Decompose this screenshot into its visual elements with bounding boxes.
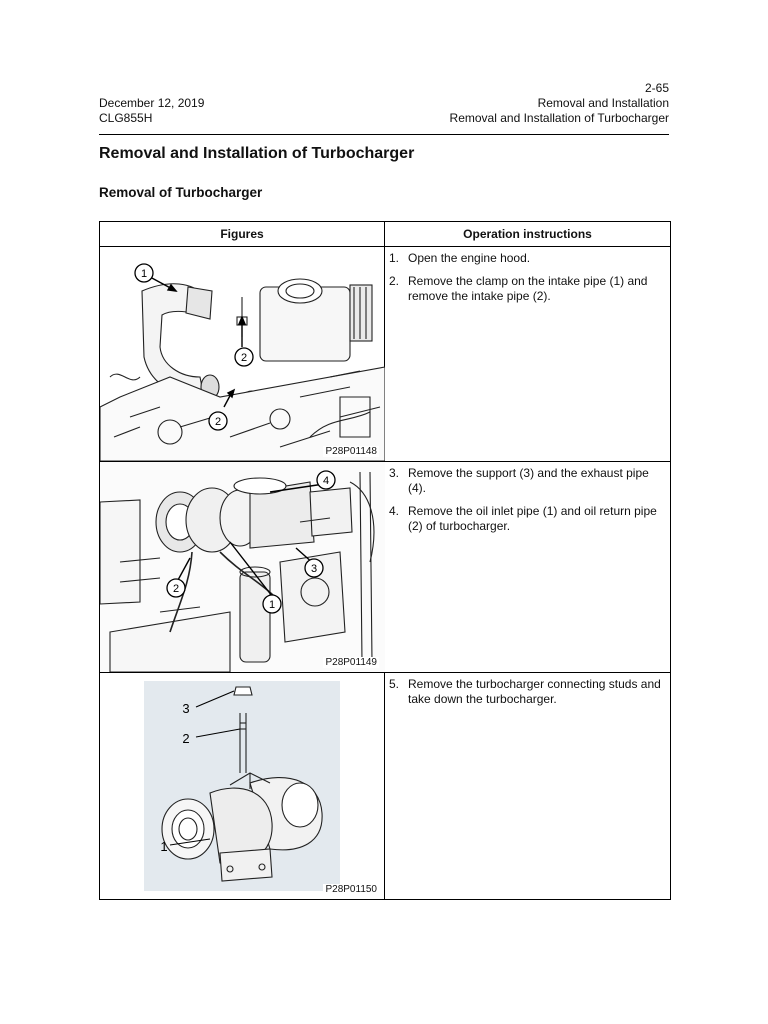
header-page-number: 2-65 bbox=[644, 81, 669, 95]
step-list bbox=[385, 677, 670, 707]
header-divider bbox=[99, 134, 669, 135]
step-number: 3. bbox=[389, 466, 400, 480]
turbocharger-pipes-illustration bbox=[100, 462, 385, 672]
step-number: 5. bbox=[389, 677, 400, 691]
header-topic: Removal and Installation of Turbocharger bbox=[449, 111, 669, 125]
step-item bbox=[389, 504, 662, 534]
callout-2 bbox=[235, 348, 253, 366]
callout-label: 3 bbox=[310, 563, 318, 575]
step-number: 4. bbox=[389, 504, 400, 518]
callout-1-label: 1 bbox=[160, 839, 168, 854]
callout-1 bbox=[135, 264, 153, 282]
header-model: CLG855H bbox=[99, 111, 153, 125]
figure-turbocharger bbox=[100, 673, 385, 899]
table-row bbox=[100, 673, 671, 900]
figure-turbo-pipes bbox=[100, 462, 385, 672]
step-item bbox=[389, 466, 662, 496]
instruction-cell bbox=[385, 247, 671, 462]
figure-cell bbox=[100, 462, 385, 673]
callout-3-label: 3 bbox=[182, 701, 190, 716]
header-section: Removal and Installation bbox=[537, 96, 669, 110]
step-number: 2. bbox=[389, 274, 400, 288]
page-header-right bbox=[450, 81, 669, 126]
callout-2b bbox=[209, 412, 227, 430]
figure-cell bbox=[100, 673, 385, 900]
callout-label: 1 bbox=[140, 268, 148, 280]
intake-pipe-illustration bbox=[100, 247, 385, 461]
callout-2-label: 2 bbox=[182, 731, 190, 746]
step-number: 1. bbox=[389, 251, 400, 265]
step-item bbox=[389, 677, 662, 707]
page-header-left bbox=[99, 96, 204, 126]
figure-cell bbox=[100, 247, 385, 462]
callout-2 bbox=[167, 579, 185, 597]
step-text: Open the engine hood. bbox=[408, 251, 531, 265]
header-date: December 12, 2019 bbox=[99, 96, 205, 110]
callout-label: 2 bbox=[214, 416, 222, 428]
instruction-cell bbox=[385, 673, 671, 900]
step-text: Remove the clamp on the intake pipe (1) and remove the intake pipe (2). bbox=[408, 274, 648, 303]
callout-3 bbox=[305, 559, 323, 577]
procedure-table bbox=[99, 221, 671, 900]
step-text: Remove the support (3) and the exhaust pipe (4). bbox=[408, 466, 649, 495]
figure-id: P28P01149 bbox=[325, 657, 377, 668]
callout-label: 4 bbox=[322, 475, 330, 487]
figure-id: P28P01150 bbox=[325, 884, 377, 895]
callout-label: 1 bbox=[268, 599, 276, 611]
table-row bbox=[100, 247, 671, 462]
step-list bbox=[385, 251, 670, 304]
section-subtitle: Removal of Turbocharger bbox=[99, 185, 263, 200]
figure-id: P28P01148 bbox=[325, 446, 377, 457]
callout-label: 2 bbox=[172, 583, 180, 595]
step-item bbox=[389, 251, 662, 266]
table-row bbox=[100, 462, 671, 673]
step-item bbox=[389, 274, 662, 304]
figure-intake-pipe bbox=[100, 247, 385, 461]
page-title: Removal and Installation of Turbocharger bbox=[99, 145, 415, 162]
instructions-column-header: Operation instructions bbox=[385, 222, 671, 247]
callout-4 bbox=[317, 471, 335, 489]
turbocharger-illustration bbox=[100, 673, 385, 899]
instruction-cell bbox=[385, 462, 671, 673]
figures-column-header: Figures bbox=[100, 222, 385, 247]
step-text: Remove the oil inlet pipe (1) and oil return pipe (2) of turbocharger. bbox=[408, 504, 657, 533]
callout-label: 2 bbox=[240, 352, 248, 364]
callout-1 bbox=[263, 595, 281, 613]
table-header-row bbox=[100, 222, 671, 247]
step-list bbox=[385, 466, 670, 534]
step-text: Remove the turbocharger connecting studs and take down the turbocharger. bbox=[408, 677, 661, 706]
